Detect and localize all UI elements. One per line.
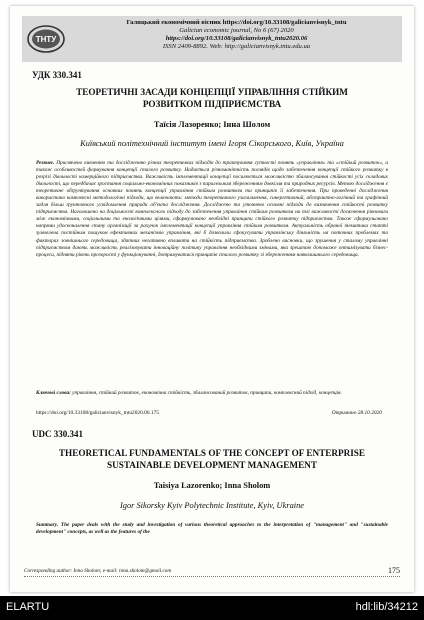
institution-ua: Київський політехнічний інститут імені Ігоря Сікорського, Київ, Україна bbox=[80, 139, 344, 148]
authors-ua: Таїсія Лазоренко; Інна Шолом bbox=[153, 120, 271, 129]
keywords-text: управління, стійкий розвиток, економічна стійкість, збалансований розвиток, принципи, комплексний підхід, концепція. bbox=[72, 390, 342, 396]
page-number: 175 bbox=[388, 566, 400, 575]
handle-id[interactable]: hdl:lib/34212 bbox=[355, 601, 418, 613]
journal-header bbox=[22, 16, 402, 62]
abstract-label: Резюме. bbox=[36, 160, 55, 166]
summary-en bbox=[36, 522, 388, 536]
issn-web-link[interactable]: ISSN 2409-8892. Web: http://galicianvisnyk.tntu.edu.ua bbox=[162, 43, 311, 50]
journal-issue: Galician economic journal, No 6 (67) 2020 bbox=[179, 27, 294, 34]
abstract-text: Присвячено вивченню та дослідженню різних теоретичних підходів до трактування сутності понять «управління» та «стійкий розвиток», а також особливостей формування концепції сталого розвитку. Надається різноманітність поглядів щодо забезпечення концепції стійкого розвитку в розрізі діяльності комерційного підприємства. Важливість імплементації концепції посилюється можливістю збалансування стійкості усіх складових діяльності, що передбачає зростання соціально-економічних показників з паралельним збереженням довкілля та природних ресурсів. Метою дослідження є теоретичне обґрунтування основних понять концепції управління стійким розвитком та принципів її забезпечення. При проведенні дослідження використано комплексні методологічні підходи, що включають: методи теоретичного узагальнення, синергетичний, абстрактно-логічний та графічний задля більш ґрунтовного усвідомлення природи об'єкта дослідження. Досліджено та уточнено основні підходи до визначення стійкості розвитку підприємства. Наголошено на доцільності комплексного підходу до забезпечення управління стійким розвитком на тлі важливості досягнення рівноваги між економічними, соціальними та екологічними цілями, сформулювано необхідні принципи стійкого розвитку підприємства. Також сформульовано напрями удосконалення стану організації за рахунок імплементації концепції управління стійким розвитком. Актуальність обраної тематики статті зумовлена постійним пошуком ефективних механізмів управління, які б дозволили сфокусувати управлінську діяльність на поточних проблемах та факторах зовнішнього середовища, здатних негативно впливати на стійкість підприємства. Зроблено висновки, що зрушення у сталому управлінні підприємством дають можливість реалізовувати інноваційну політику управління необхідними змінами, яка зрештою допоможе оптимізувати бізнес-процеси, підняти рівень прозорості у функціонуванні, дотримуватися принципів сталого розвитку зі збереженням навколишнього середовища. bbox=[36, 160, 388, 258]
institution-en: Igor Sikorsky Kyiv Polytechnic Institute, Kyiv, Ukraine bbox=[119, 501, 305, 510]
udc-en: UDC 330.341 bbox=[32, 429, 83, 439]
authors-en: Taisiya Lazorenko; Inna Sholom bbox=[153, 481, 271, 490]
page-footer bbox=[24, 568, 400, 574]
repository-bar bbox=[0, 596, 424, 620]
document-page bbox=[10, 6, 414, 592]
repository-name[interactable]: ELARTU bbox=[6, 601, 50, 613]
issue-doi-link[interactable]: https://doi.org/10.33108/galicianvisnyk_tntu2020.06 bbox=[165, 35, 308, 42]
article-doi-row bbox=[36, 410, 388, 416]
university-logo-icon bbox=[26, 23, 66, 55]
abstract-ua bbox=[36, 160, 388, 259]
keywords-label: Ключові слова: bbox=[36, 390, 71, 396]
article-title-en: THEORETICAL FUNDAMENTALS OF THE CONCEPT OF ENTERPRISE SUSTAINABLE DEVELOPMENT MANAGEMENT bbox=[58, 448, 366, 470]
summary-label: Summary. bbox=[36, 522, 59, 528]
journal-title[interactable]: Галицький економічний вісник https://doi.org/10.33108/galicianvisnyk_tntu bbox=[126, 19, 347, 26]
journal-info bbox=[74, 19, 399, 51]
article-doi-link[interactable]: https://doi.org/10.33108/galicianvisnyk_tntu2020.06.175 bbox=[36, 410, 159, 416]
article-title-ua: ТЕОРЕТИЧНІ ЗАСАДИ КОНЦЕПЦІЇ УПРАВЛІННЯ СТІЙКИМ РОЗВИТКОМ ПІДПРИЄМСТВА bbox=[76, 87, 348, 109]
udc-ua: УДК 330.341 bbox=[32, 70, 82, 80]
received-date: Отримано 28.10.2020 bbox=[331, 410, 382, 416]
keywords-ua bbox=[36, 390, 388, 397]
logo-text: ТНТУ bbox=[35, 35, 57, 44]
summary-text: The paper deals with the study and investigation of various theoretical approaches to the interpretation of "management" and "sustainable development" concepts, as well as the features of the bbox=[36, 522, 388, 536]
footer-divider bbox=[24, 576, 400, 577]
corresponding-author[interactable]: Corresponding author: Inna Sholom; e-mail: inna.sholom@gmail.com bbox=[24, 568, 172, 574]
